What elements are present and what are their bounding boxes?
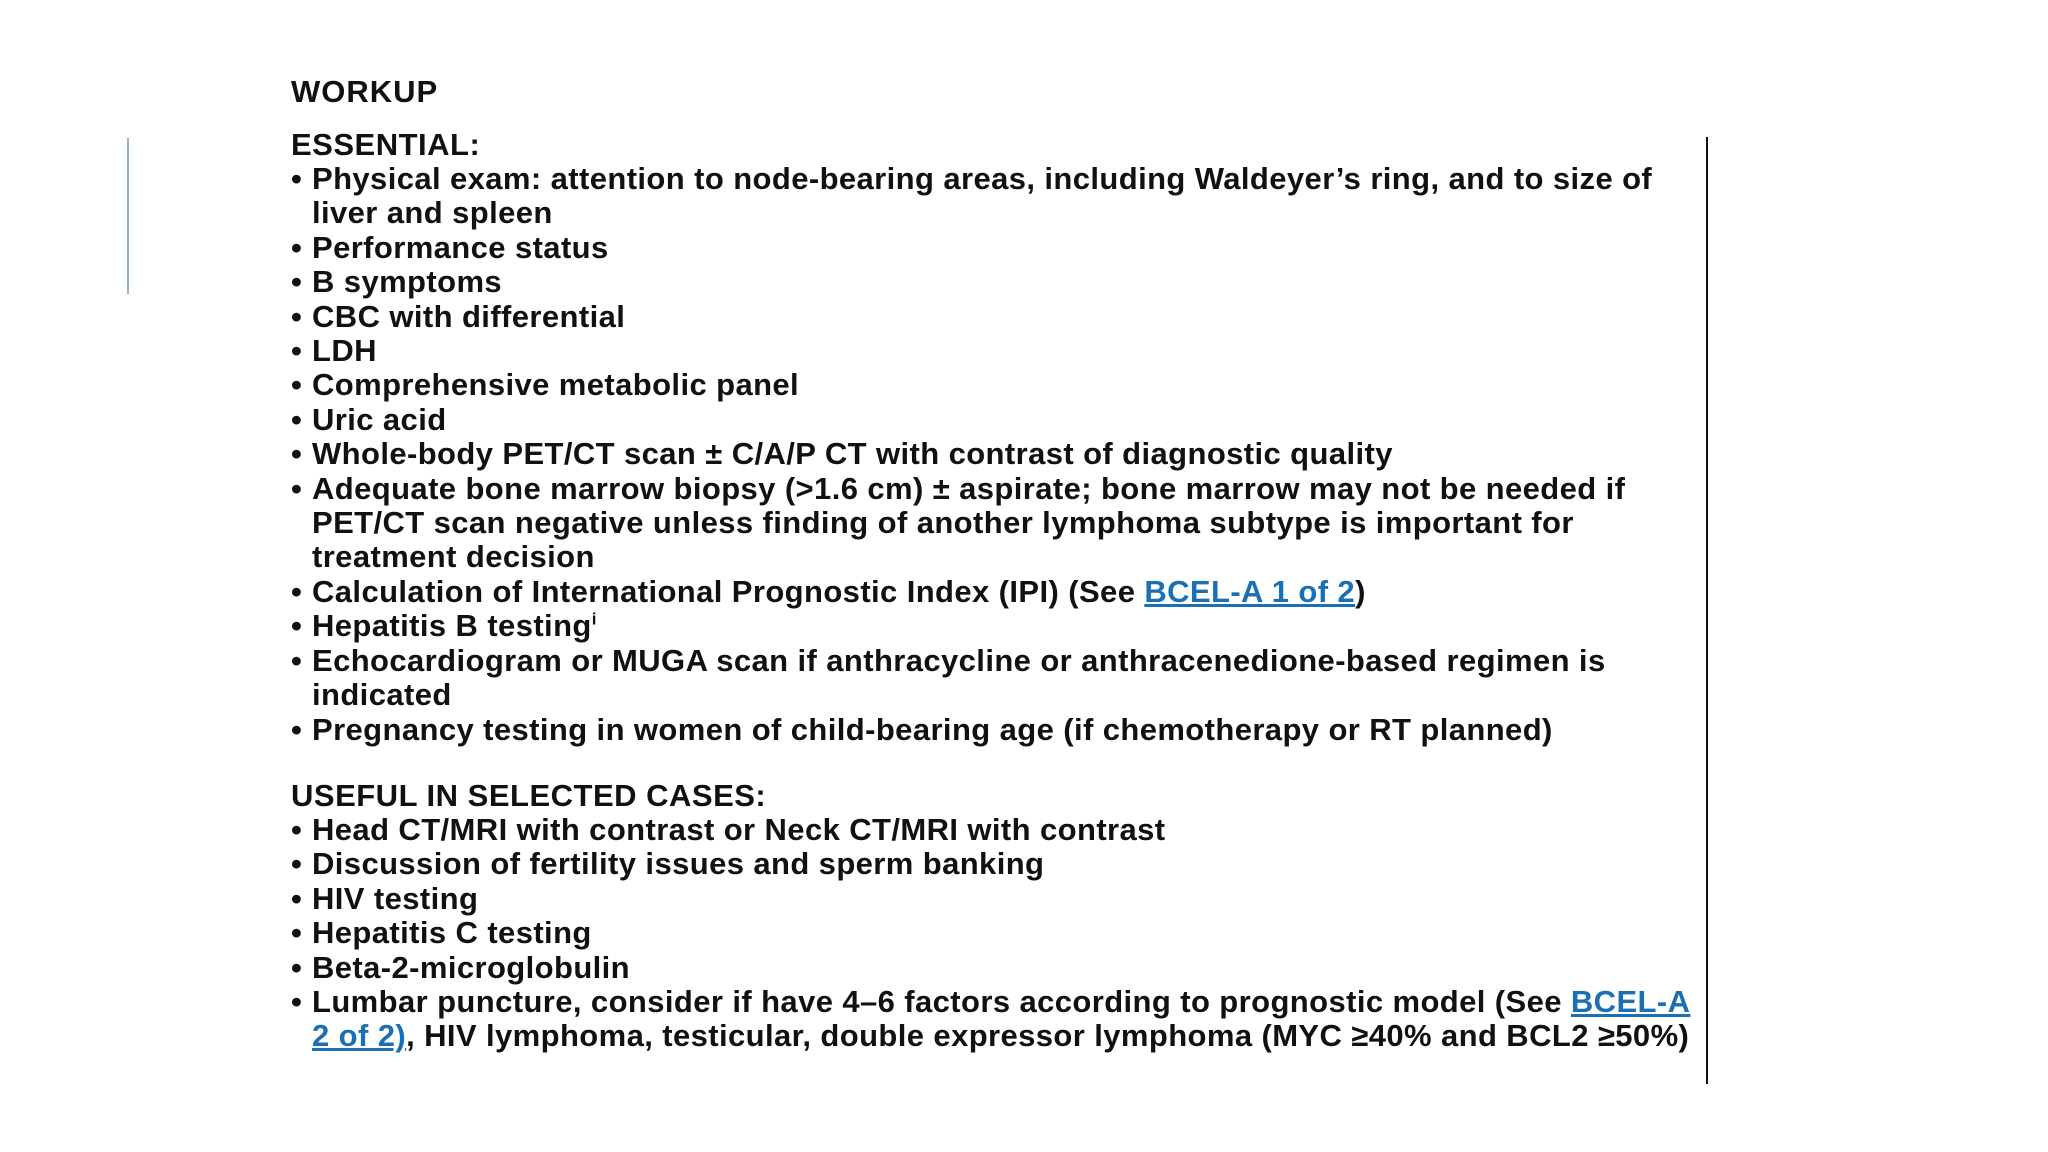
section-spacer (291, 747, 1711, 779)
essential-heading: ESSENTIAL: (291, 127, 481, 162)
left-margin-rule (127, 138, 129, 294)
useful-heading: USEFUL IN SELECTED CASES: (291, 777, 767, 813)
workup-document (291, 70, 1711, 1054)
list-item: • Pregnancy testing in women of child-bearing age (if chemotherapy or RT planned) (291, 713, 1711, 747)
list-item-ipi (291, 575, 1711, 609)
bcel-a-2-link[interactable]: BCEL-A 2 of 2) (312, 983, 1691, 1054)
list-item: • CBC with differential (291, 300, 1711, 334)
list-item: • Whole-body PET/CT scan ± C/A/P CT with contrast of diagnostic quality (291, 437, 1711, 471)
list-item-lumbar-puncture (291, 985, 1711, 1054)
list-item: • LDH (291, 334, 1711, 368)
page-title: WORKUP (291, 74, 439, 109)
hepatitis-b-text: Hepatitis B testing (312, 608, 592, 644)
footnote-marker: i (591, 609, 597, 629)
essential-list (291, 162, 1711, 747)
list-item: • Uric acid (291, 403, 1711, 437)
list-item: • Performance status (291, 231, 1711, 265)
list-item: • Head CT/MRI with contrast or Neck CT/MRI with contrast (291, 813, 1711, 847)
lumbar-rest: , HIV lymphoma, testicular, double expressor lymphoma (MYC ≥40% and BCL2 ≥50%) (406, 1018, 1690, 1054)
list-item: • B symptoms (291, 265, 1711, 299)
ipi-close: ) (1355, 573, 1366, 609)
list-item: • Adequate bone marrow biopsy (>1.6 cm) ± aspirate; bone marrow may not be needed if PET/CT scan negative unless finding of another lymphoma subtype is important for treatment decision (291, 472, 1711, 575)
lumbar-text: Lumbar puncture, consider if have 4–6 factors according to prognostic model (See (312, 983, 1571, 1019)
list-item-hepatitis-b (291, 609, 1711, 643)
list-item: • Discussion of fertility issues and sperm banking (291, 847, 1711, 881)
list-item: • Hepatitis C testing (291, 916, 1711, 950)
list-item: • Comprehensive metabolic panel (291, 368, 1711, 402)
bcel-a-1-link[interactable]: BCEL-A 1 of 2 (1144, 573, 1356, 609)
useful-list (291, 813, 1711, 1054)
list-item: • Physical exam: attention to node-bearing areas, including Waldeyer’s ring, and to size of liver and spleen (291, 162, 1711, 231)
list-item: • HIV testing (291, 882, 1711, 916)
list-item: • Beta-2-microglobulin (291, 951, 1711, 985)
ipi-text: Calculation of International Prognostic Index (IPI) (See (312, 573, 1145, 609)
list-item: • Echocardiogram or MUGA scan if anthracycline or anthracenedione-based regimen is indicated (291, 644, 1711, 713)
